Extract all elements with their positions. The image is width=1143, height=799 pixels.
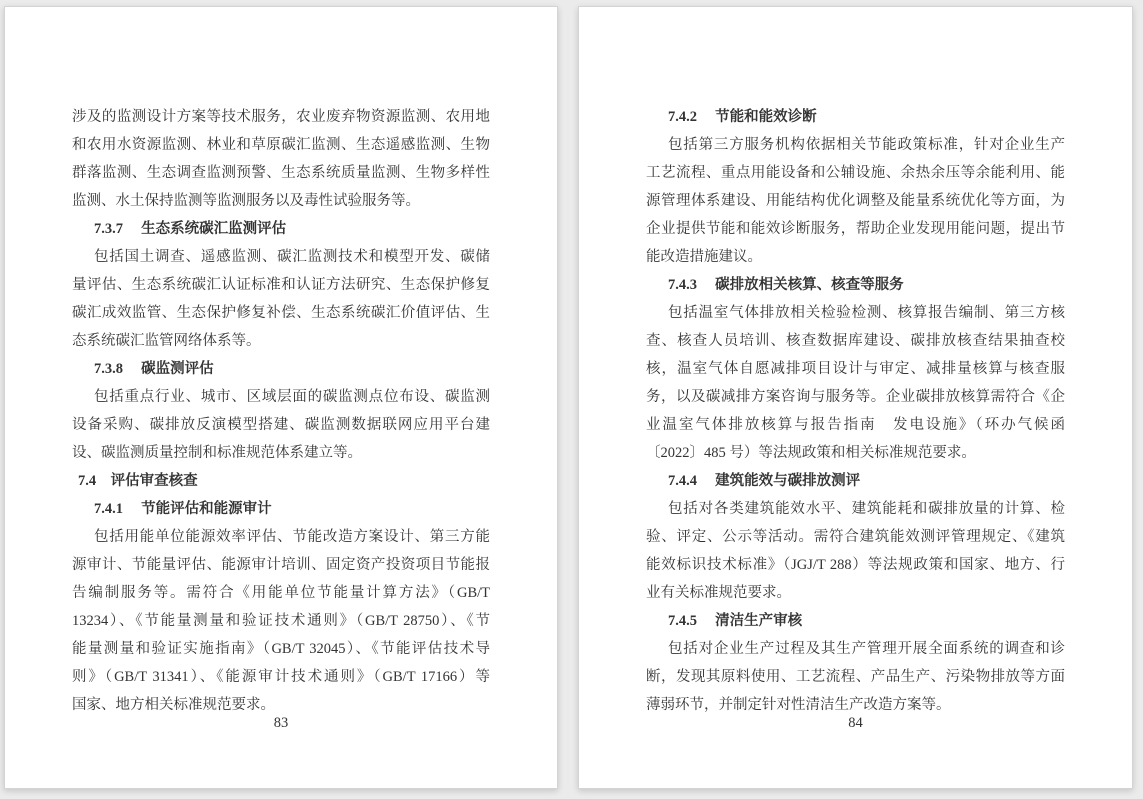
text-line: 国家、地方相关标准规范要求。 [72, 697, 275, 713]
text-line: 源审计、节能量评估、能源审计培训、固定资产投资项目节能报 [72, 557, 490, 573]
text-line: 设备采购、碳排放反演模型搭建、碳监测数据联网应用平台建 [72, 417, 490, 433]
page-right-text-block [646, 103, 1065, 719]
text-line: 设、碳监测质量控制和标准规范体系建立等。 [72, 445, 362, 461]
text-line: 包括对企业生产过程及其生产管理开展全面系统的调查和诊 [668, 641, 1065, 657]
text-line: 查、核查人员培训、核查数据库建设、碳排放核查结果抽查校 [646, 333, 1065, 349]
text-line: 群落监测、生态调查监测预警、生态系统质量监测、生物多样性 [72, 165, 490, 181]
text-line: 〔2022〕485 号）等法规政策和相关标准规范要求。 [646, 445, 976, 461]
heading-line: 7.4 评估审查核查 [78, 473, 198, 489]
page-number-right: 84 [848, 715, 863, 731]
text-line: 业有关标准规范要求。 [646, 585, 791, 601]
text-line: 能量测量和验证实施指南》（GB/T 32045）、《节能评估技术导 [72, 641, 490, 657]
text-line: 包括国土调查、遥感监测、碳汇监测技术和模型开发、碳储 [94, 249, 490, 265]
text-line: 量评估、生态系统碳汇认证标准和认证方法研究、生态保护修复 [72, 277, 490, 293]
heading-line: 7.4.1 节能评估和能源审计 [94, 501, 272, 517]
text-line: 包括重点行业、城市、区域层面的碳监测点位布设、碳监测 [94, 389, 490, 405]
text-line: 企业提供节能和能效诊断服务，帮助企业发现用能问题，提出节 [646, 221, 1065, 237]
page-number-left: 83 [273, 715, 289, 731]
text-line: 态系统碳汇监管网络体系等。 [72, 333, 261, 349]
text-line: 和农用水资源监测、林业和草原碳汇监测、生态遥感监测、生物 [72, 137, 490, 153]
text-line: 核，温室气体自愿减排项目设计与审定、减排量核算与核查服 [646, 361, 1065, 377]
text-line: 涉及的监测设计方案等技术服务，农业废弃物资源监测、农用地 [72, 109, 490, 125]
heading-line: 7.4.2 节能和能效诊断 [668, 109, 817, 125]
heading-line: 7.3.8 碳监测评估 [94, 361, 214, 377]
text-line: 务，以及碳减排方案咨询与服务等。企业碳排放核算需符合《企 [646, 389, 1065, 405]
text-line: 13234）、《节能量测量和验证技术通则》（GB/T 28750）、《节 [72, 613, 490, 629]
text-line: 验、评定、公示等活动。需符合建筑能效测评管理规定、《建筑 [646, 529, 1065, 545]
text-line: 业温室气体排放核算与报告指南 发电设施》（环办气候函 [646, 417, 1065, 433]
page-left-text-block [72, 103, 490, 719]
heading-line: 7.4.4 建筑能效与碳排放测评 [668, 473, 861, 489]
text-line: 工艺流程、重点用能设备和公辅设施、余热余压等余能利用、能 [646, 165, 1065, 181]
document-page-left [4, 6, 558, 789]
text-line: 包括温室气体排放相关检验检测、核算报告编制、第三方核 [668, 305, 1065, 321]
text-line: 薄弱环节，并制定针对性清洁生产改造方案等。 [646, 697, 951, 713]
heading-line: 7.4.3 碳排放相关核算、核查等服务 [668, 277, 904, 293]
text-line: 能效标识技术标准》（JGJ/T 288）等法规政策和国家、地方、行 [646, 557, 1065, 573]
text-line: 断，发现其原料使用、工艺流程、产品生产、污染物排放等方面 [646, 669, 1065, 685]
text-line: 碳汇成效监管、生态保护修复补偿、生态系统碳汇价值评估、生 [72, 305, 490, 321]
text-line: 包括第三方服务机构依据相关节能政策标准，针对企业生产 [668, 137, 1065, 153]
text-line: 告编制服务等。需符合《用能单位节能量计算方法》（GB/T [72, 585, 490, 601]
text-line: 源管理体系建设、用能结构优化调整及能量系统优化等方面，为 [646, 193, 1065, 209]
document-page-right [578, 6, 1133, 789]
text-line: 包括用能单位能源效率评估、节能改造方案设计、第三方能 [94, 529, 490, 545]
text-line: 包括对各类建筑能效水平、建筑能耗和碳排放量的计算、检 [668, 501, 1065, 517]
text-line: 监测、水土保持监测等监测服务以及毒性试验服务等。 [72, 193, 420, 209]
heading-line: 7.3.7 生态系统碳汇监测评估 [94, 221, 287, 237]
text-line: 能改造措施建议。 [646, 249, 762, 265]
heading-line: 7.4.5 清洁生产审核 [668, 613, 803, 629]
text-line: 则》（GB/T 31341）、《能源审计技术通则》（GB/T 17166）等 [72, 669, 490, 685]
